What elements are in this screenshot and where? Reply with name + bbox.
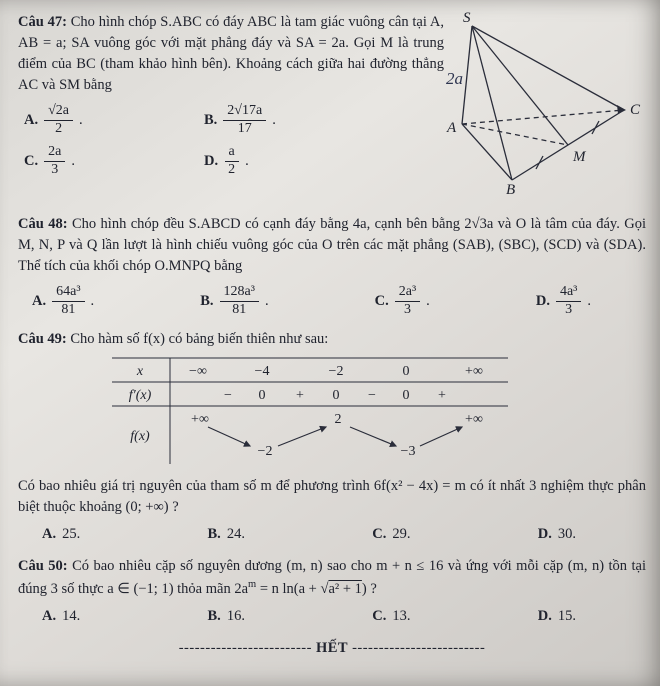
x-value: −4 <box>254 364 270 380</box>
option-a-label: A. <box>42 526 57 543</box>
option-suffix: . <box>587 292 591 309</box>
footer-het-label: HẾT <box>315 640 349 657</box>
vertex-s-label: S <box>463 10 471 26</box>
fraction-denominator: 3 <box>565 301 573 317</box>
option-b-label: B. <box>200 292 214 309</box>
midpoint-m-label: M <box>573 149 586 165</box>
question-50-number: Câu 50: <box>18 558 68 575</box>
option-suffix: . <box>90 292 95 309</box>
question-48 <box>18 214 646 318</box>
fraction-numerator: 2a³ <box>395 284 420 302</box>
question-47 <box>18 12 646 203</box>
option-c-label: C. <box>374 292 389 309</box>
fraction-denominator: 81 <box>61 301 76 317</box>
fprime-sign: − <box>224 388 232 404</box>
option-c-value: 29. <box>392 526 411 543</box>
question-49-intro <box>18 329 646 350</box>
fraction-numerator: √2a <box>44 103 73 121</box>
option-b-label: B. <box>204 111 218 128</box>
fraction-numerator: a <box>225 144 239 162</box>
fraction-numerator: 2√17a <box>223 103 266 121</box>
option-a-label: A. <box>32 292 47 309</box>
fprime-sign: 0 <box>258 388 266 404</box>
option-d-label: D. <box>204 152 219 169</box>
fraction-denominator: 81 <box>232 301 247 317</box>
question-49-statement: Có bao nhiêu giá trị nguyên của tham số m để phương trình 6f(x² − 4x) = m có ít nhất 3 nghiệm thực phân biệt thuộc khoảng (0; +∞) ? <box>18 478 646 516</box>
option-d <box>538 524 576 545</box>
question-48-options <box>18 284 646 318</box>
footer-dashes-right: ------------------------- <box>352 640 486 657</box>
question-49-number: Câu 49: <box>18 331 67 348</box>
option-suffix: . <box>71 152 75 169</box>
option-b <box>208 524 245 545</box>
question-50-text <box>18 556 646 600</box>
option-a <box>32 284 94 318</box>
radicand: a² + 1 <box>328 581 362 598</box>
option-c-label: C. <box>372 608 387 625</box>
option-d <box>536 284 591 318</box>
fraction <box>44 103 73 137</box>
option-suffix: . <box>79 111 83 128</box>
fraction-numerator: 64a³ <box>52 284 84 302</box>
fprime-sign: − <box>368 388 376 404</box>
fprime-sign: 0 <box>332 388 340 404</box>
fprime-sign: + <box>438 388 446 404</box>
fraction <box>220 284 259 318</box>
pyramid-edges <box>462 26 624 180</box>
vertex-a-label: A <box>447 120 457 136</box>
option-c <box>372 524 410 545</box>
x-value: −∞ <box>189 364 207 380</box>
option-c-value: 13. <box>392 608 411 625</box>
option-a <box>24 103 204 137</box>
variation-table <box>110 355 646 472</box>
fraction-numerator: 4a³ <box>556 284 581 302</box>
row-label-x: x <box>136 364 144 380</box>
fraction <box>52 284 84 318</box>
question-50-statement-end: ) ? <box>361 581 377 598</box>
option-suffix: . <box>264 292 269 309</box>
fraction-denominator: 3 <box>403 301 411 317</box>
option-b <box>208 606 245 627</box>
question-47-options <box>18 103 444 178</box>
option-a-label: A. <box>24 111 39 128</box>
question-47-text <box>18 12 444 96</box>
option-suffix: . <box>245 152 249 169</box>
question-50-options <box>18 606 646 627</box>
option-d-label: D. <box>537 608 552 625</box>
option-d <box>204 144 444 178</box>
radical-expression <box>320 581 361 597</box>
monotonicity-arrows <box>208 427 462 446</box>
table-grid <box>112 358 508 464</box>
table-texts <box>129 364 483 459</box>
pyramid-svg <box>446 10 652 196</box>
fraction-numerator: 2a <box>44 144 65 162</box>
f-point: 2 <box>334 412 342 428</box>
option-b <box>200 284 268 318</box>
option-b-label: B. <box>207 608 221 625</box>
f-point: −2 <box>257 444 273 460</box>
question-47-body <box>18 12 444 203</box>
fraction-denominator: 2 <box>228 161 236 177</box>
option-c <box>375 284 430 318</box>
option-b-value: 24. <box>226 526 245 543</box>
option-a-value: 14. <box>62 608 81 625</box>
option-a-value: 25. <box>62 526 81 543</box>
vertex-c-label: C <box>630 102 641 118</box>
x-value: −2 <box>328 364 344 380</box>
fraction <box>44 144 65 178</box>
fprime-sign: + <box>296 388 304 404</box>
option-suffix: . <box>272 111 276 128</box>
option-b-value: 16. <box>226 608 245 625</box>
fraction-denominator: 17 <box>237 120 252 136</box>
option-d-value: 30. <box>557 526 576 543</box>
f-point: +∞ <box>465 412 483 428</box>
question-49 <box>18 329 646 545</box>
question-49-options <box>18 524 646 545</box>
row-label-f: f(x) <box>130 429 150 445</box>
fraction <box>223 103 266 137</box>
fraction <box>556 284 581 318</box>
fraction <box>224 144 239 178</box>
x-value: +∞ <box>465 364 483 380</box>
x-value: 0 <box>402 364 410 380</box>
f-point: −3 <box>400 444 416 460</box>
end-of-exam-line <box>18 638 646 659</box>
question-49-intro-text: Cho hàm số f(x) có bảng biến thiên như sau: <box>70 331 329 348</box>
option-d-value: 15. <box>557 608 576 625</box>
fraction-denominator: 2 <box>55 120 63 136</box>
pyramid-figure <box>446 10 652 203</box>
fraction <box>395 284 420 318</box>
f-point: +∞ <box>191 412 209 428</box>
edge-2a-label: 2a <box>446 69 463 88</box>
option-a <box>42 606 80 627</box>
question-47-number: Câu 47: <box>18 14 67 30</box>
option-c <box>372 606 410 627</box>
fraction-numerator: 128a³ <box>220 284 259 302</box>
option-b-label: B. <box>207 526 221 543</box>
option-a-label: A. <box>42 608 57 625</box>
question-48-statement: Cho hình chóp đều S.ABCD có cạnh đáy bằng 4a, cạnh bên bằng 2√3a và O là tâm của đáy. Gọi M, N, P và Q lần lượt là hình chiếu vuông góc của O trên các mặt phẳng (SAB), (SBC), (SCD) và (SDA). Thể tích của khối chóp O.MNPQ bằng <box>18 216 646 275</box>
option-b <box>204 103 444 137</box>
question-48-number: Câu 48: <box>18 216 68 233</box>
question-50-statement-pre: Có bao nhiêu cặp số nguyên dương (m, n) sao cho m + n ≤ 16 và ứng với mỗi cặp (m, n) tồn tại đúng 3 số thực a ∈ (−1; 1) thỏa mãn 2a <box>18 558 647 598</box>
row-label-fprime: f′(x) <box>128 388 152 404</box>
option-c-label: C. <box>372 526 387 543</box>
question-48-text <box>18 214 646 277</box>
arrowhead <box>617 105 626 114</box>
radical-sign: √ <box>320 581 329 598</box>
fraction-denominator: 3 <box>51 161 59 177</box>
question-47-statement: Cho hình chóp S.ABC có đáy ABC là tam giác vuông cân tại A, AB = a; SA vuông góc với mặt phẳng đáy và SA = 2a. Gọi M là trung điểm của BC (tham khảo hình bên). Khoảng cách giữa hai đường thẳng AC và SM bằng <box>18 14 444 94</box>
question-50-statement-mid: = n ln(a + <box>256 581 321 598</box>
option-d-label: D. <box>537 526 552 543</box>
option-d <box>538 606 576 627</box>
option-a <box>42 524 80 545</box>
option-d-label: D. <box>535 292 550 309</box>
vertex-b-label: B <box>506 182 516 196</box>
footer-dashes-left: ------------------------- <box>178 640 312 657</box>
option-c <box>24 144 204 178</box>
question-50 <box>18 556 646 627</box>
exponent-m: m <box>248 579 257 591</box>
variation-table-svg <box>110 355 510 465</box>
option-c-label: C. <box>24 152 39 169</box>
option-suffix: . <box>426 292 430 309</box>
fprime-sign: 0 <box>402 388 410 404</box>
